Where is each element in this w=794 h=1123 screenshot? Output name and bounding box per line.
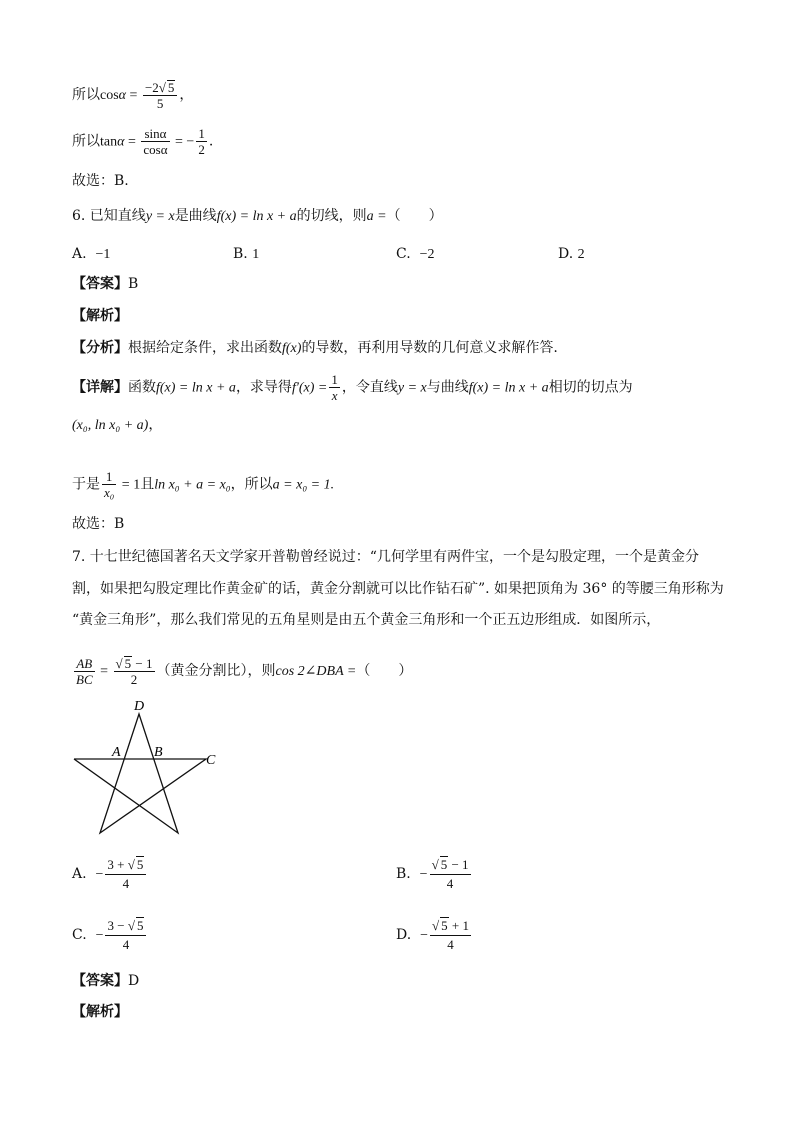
label-c: C — [206, 753, 216, 768]
q7-option-d[interactable]: D. − $\frac{√ 5 + 1}{4}$ — [396, 918, 469, 952]
q6-point: (x₀, ln x₀ + a)， — [72, 417, 163, 433]
reciprocal-fraction: $\frac{1}{\text{x₀}}$ — [104, 469, 115, 500]
q6-analysis-tag: 【解析】 — [72, 308, 128, 324]
label-b: B — [154, 745, 163, 760]
choose-line-2: 故选：B — [72, 516, 125, 532]
label-a: A — [112, 745, 121, 760]
q6-xiangjie: 【详解】函数f(x) = ln x + a，求导得f′(x) = $\frac{1}{x}$ ，令直线y = x与曲线f(x) = ln x + a相切的切点为 — [72, 372, 633, 403]
label-d: D — [134, 699, 145, 714]
sin-cos-fraction: $\frac{\sin\alpha}{\cos\alpha}$ — [143, 126, 168, 157]
pentagram-figure — [70, 696, 250, 838]
q6-option-b[interactable]: B. 1 — [233, 246, 260, 262]
golden-fraction: $\frac{√ 5 - 1}{2}$ — [115, 656, 153, 687]
q6-option-d[interactable]: D. 2 — [558, 246, 585, 262]
q7-para-3: “黄金三角形”，那么我们常见的五角星则是由五个黄金三角形和一个正五边形组成．如图所示， — [72, 612, 661, 628]
q7-analysis-tag: 【解析】 — [72, 1004, 128, 1020]
q6-yushi: 于是 $\frac{1}{\text{x₀}}$ = 1且ln x₀ + a = x₀，所以a = x₀ = 1. — [72, 469, 335, 500]
cos-line: 所以cosα = $\frac{-2√ 5}{5}$ ， — [72, 80, 194, 111]
q6-option-a[interactable]: A. −1 — [72, 246, 111, 262]
q7-para-1: 7. 十七世纪德国著名天文学家开普勒曾经说过：“几何学里有两件宝，一个是勾股定理，一个是黄金分 — [72, 549, 699, 565]
tan-line: 所以tanα = $\frac{\sin\alpha}{\cos\alpha}$ = − $\frac{1}{2}$ . — [72, 126, 214, 157]
ab-bc-fraction: $\frac{AB}{BC}$ — [76, 655, 93, 687]
pentagram-lines — [74, 714, 206, 833]
derivative-fraction: $\frac{1}{x}$ — [331, 372, 338, 403]
q6-option-c[interactable]: C. −2 — [396, 246, 435, 262]
q6-stem: 6. 已知直线y = x是曲线f(x) = ln x + a的切线，则a =（ ） — [72, 208, 443, 224]
q7-option-a[interactable]: A. − $\frac{3 + √ 5}{4}$ — [72, 856, 148, 892]
q6-answer: 【答案】B — [72, 276, 139, 292]
q7-answer: 【答案】D — [72, 973, 140, 989]
q7-option-b[interactable]: B. − $\frac{√ 5 - 1}{4}$ — [396, 857, 469, 891]
q6-fenxi: 【分析】根据给定条件，求出函数f(x)的导数，再利用导数的几何意义求解作答. — [72, 340, 558, 356]
half-fraction: $\frac{1}{2}$ — [198, 126, 205, 157]
choose-line-1: 故选：B. — [72, 173, 129, 189]
q7-para-2: 割，如果把勾股定理比作黄金矿的话，黄金分割就可以比作钻石矿”. 如果把顶角为 36° 的等腰三角形称为 — [72, 581, 724, 597]
q7-ratio-line: $\frac{AB}{BC}$ = $\frac{√ 5 - 1}{2}$ （黄金分割比），则cos 2∠DBA =（ ） — [76, 655, 413, 687]
q7-option-c[interactable]: C. − $\frac{3 - √ 5}{4}$ — [72, 917, 148, 953]
cos-fraction: $\frac{-2√ 5}{5}$ — [143, 80, 177, 110]
